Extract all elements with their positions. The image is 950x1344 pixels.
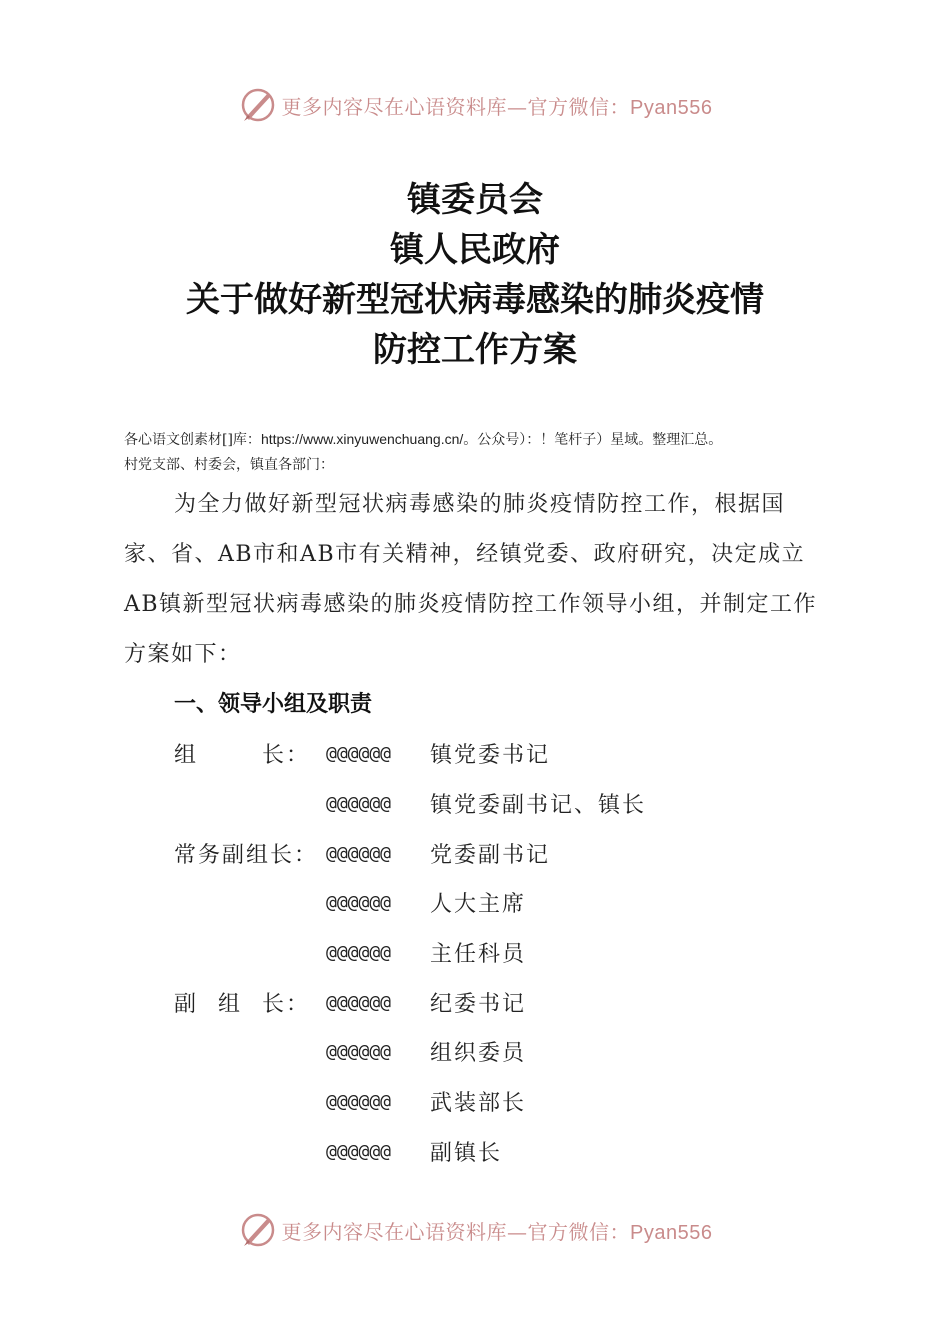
quill-seal-icon (238, 1210, 278, 1250)
roster-row (174, 977, 774, 1027)
roster-row (174, 1127, 774, 1177)
roster-name: @@@@@@ (326, 743, 392, 765)
roster-post: 副镇长 (430, 1140, 503, 1166)
source-note: 各心语文创素材[]库：https://www.xinyuwenchuang.cn/。公众号）：！笔杆子）星域。整理汇总。 (124, 431, 723, 448)
title-line-2: 镇人民政府 (390, 230, 560, 270)
title-line-4: 防控工作方案 (373, 330, 577, 370)
leadership-roster (174, 729, 774, 1176)
roster-row (174, 878, 774, 928)
banner-text: 更多内容尽在心语资料库—官方微信：Pyan556 (281, 94, 713, 119)
roster-name: @@@@@@ (326, 1041, 392, 1063)
roster-row (174, 779, 774, 829)
document-title (0, 175, 950, 375)
roster-row (174, 1077, 774, 1127)
roster-name: @@@@@@ (326, 942, 392, 964)
roster-name: @@@@@@ (326, 842, 392, 864)
roster-post: 党委副书记 (430, 842, 551, 868)
header-banner (0, 80, 950, 130)
title-line-1: 镇委员会 (407, 180, 543, 220)
addressee: 村党支部、村委会，镇直各部门： (124, 457, 334, 473)
roster-name: @@@@@@ (326, 1140, 392, 1162)
roster-post: 主任科员 (430, 942, 527, 968)
roster-role: 组 长： (174, 743, 310, 769)
banner-text: 更多内容尽在心语资料库—官方微信：Pyan556 (281, 1219, 713, 1244)
roster-post: 组织委员 (430, 1041, 527, 1067)
roster-post: 武装部长 (430, 1091, 527, 1117)
roster-role: 常务副组长： (174, 842, 319, 868)
footer-banner (0, 1205, 950, 1255)
roster-role: 副 组 长： (174, 991, 310, 1017)
roster-post: 纪委书记 (430, 991, 527, 1017)
title-line-3: 关于做好新型冠状病毒感染的肺炎疫情 (186, 280, 764, 320)
section-heading: 一、领导小组及职责 (174, 692, 373, 717)
intro-paragraph: 为全力做好新型冠状病毒感染的肺炎疫情防控工作，根据国家、省、AB市和AB市有关精神，经镇党委、政府研究，决定成立AB镇新型冠状病毒感染的肺炎疫情防控工作领导小组，并制定工作方案如下： (124, 492, 818, 667)
quill-seal-icon (238, 85, 278, 125)
roster-row (174, 1027, 774, 1077)
roster-row (174, 928, 774, 978)
roster-post: 人大主席 (430, 892, 527, 918)
roster-row (174, 729, 774, 779)
roster-post: 镇党委副书记、镇长 (430, 793, 647, 819)
roster-name: @@@@@@ (326, 1091, 392, 1113)
roster-post: 镇党委书记 (430, 743, 551, 769)
roster-name: @@@@@@ (326, 892, 392, 914)
roster-name: @@@@@@ (326, 991, 392, 1013)
roster-row (174, 828, 774, 878)
source-url-link[interactable]: https://www.xinyuwenchuang.cn/ (260, 431, 464, 447)
roster-name: @@@@@@ (326, 793, 392, 815)
